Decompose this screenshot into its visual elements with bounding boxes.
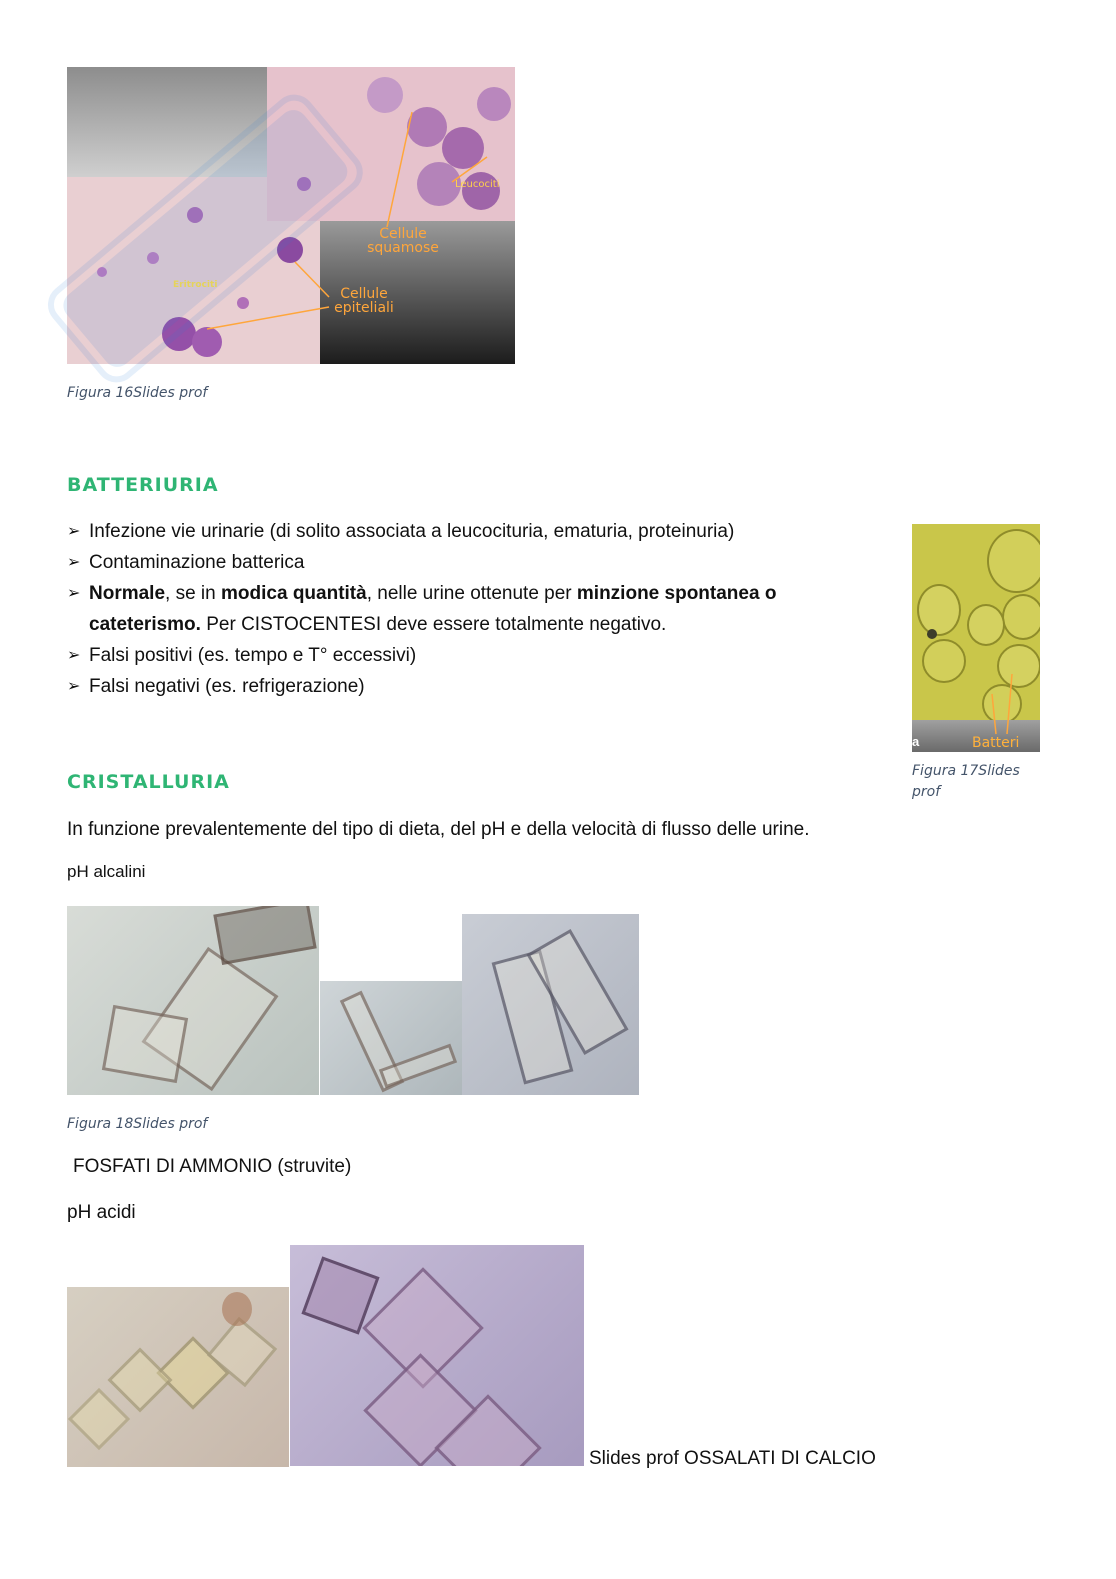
struvite-image-2 bbox=[320, 981, 462, 1095]
figure-17-image bbox=[912, 524, 1040, 752]
figure-18-caption: Figura 18Slides prof bbox=[67, 1116, 208, 1132]
struvite-image-1 bbox=[67, 906, 319, 1095]
struvite-image-3 bbox=[462, 914, 639, 1095]
label-cellule-epiteliali: Cellule epiteliali bbox=[334, 286, 394, 316]
bacteria-pointers bbox=[912, 524, 1040, 752]
ph-acidi-label: pH acidi bbox=[67, 1202, 136, 1223]
list-item: ➢ Contaminazione batterica bbox=[67, 547, 867, 578]
oxalate-image-1 bbox=[67, 1287, 289, 1467]
list-item: ➢ Falsi negativi (es. refrigerazione) bbox=[67, 671, 867, 702]
figure-16-caption: Figura 16Slides prof bbox=[67, 385, 208, 401]
batteriuria-list bbox=[67, 516, 867, 702]
list-item: ➢ Falsi positivi (es. tempo e T° eccessivi) bbox=[67, 640, 867, 671]
figure-17-caption: Figura 17Slides prof bbox=[912, 763, 1020, 800]
figure-17-label-a: a bbox=[912, 734, 920, 749]
fosfati-label: FOSFATI DI AMMONIO (struvite) bbox=[73, 1156, 352, 1177]
oxalate-image-2 bbox=[290, 1245, 584, 1466]
label-eritrociti: Eritrociti bbox=[173, 280, 218, 290]
annotation-lines bbox=[67, 67, 515, 364]
figure-16-image bbox=[67, 67, 515, 364]
ph-alcalini-label: pH alcalini bbox=[67, 862, 146, 881]
ossalati-caption: Slides prof OSSALATI DI CALCIO bbox=[589, 1448, 876, 1469]
heading-cristalluria: CRISTALLURIA bbox=[67, 771, 230, 793]
list-item: ➢ Normale, se in modica quantità, nelle urine ottenute per minzione spontanea o cateterismo. Per CISTOCENTESI deve essere totalmente negativo. bbox=[67, 578, 867, 640]
list-item: ➢ Infezione vie urinarie (di solito associata a leucocituria, ematuria, proteinuria) bbox=[67, 516, 867, 547]
label-cellule-squamose: Cellule squamose bbox=[367, 226, 439, 256]
label-batteri: Batteri bbox=[972, 735, 1020, 751]
heading-batteriuria: BATTERIURIA bbox=[67, 474, 219, 496]
cristalluria-intro: In funzione prevalentemente del tipo di dieta, del pH e della velocità di flusso delle urine. bbox=[67, 819, 810, 840]
label-leucociti: Leucociti bbox=[455, 179, 500, 190]
